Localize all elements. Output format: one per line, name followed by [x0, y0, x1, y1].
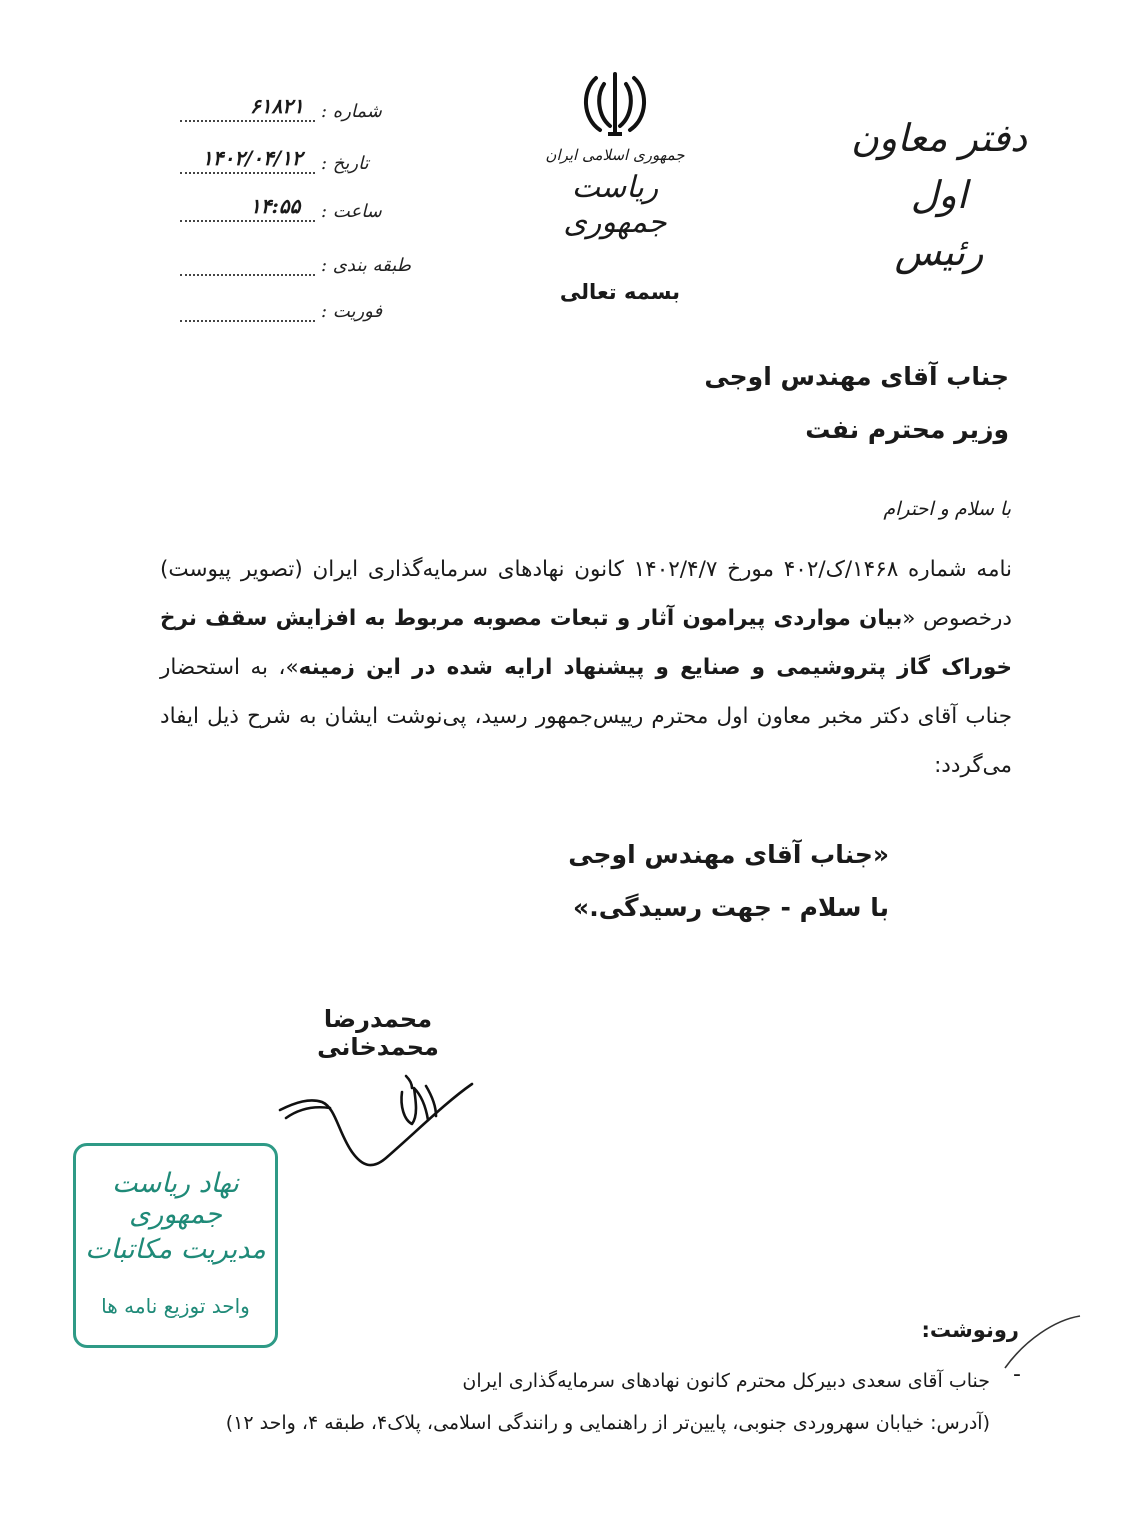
body-paragraph	[160, 545, 1012, 790]
emblem-title: ریاست جمهوری	[563, 170, 667, 240]
meta-urgency-line	[180, 298, 315, 322]
stamp-line-3: واحد توزیع نامه ها	[101, 1294, 250, 1318]
meta-number-line	[180, 94, 315, 122]
addressee-name: جناب آقای مهندس اوجی	[704, 362, 1009, 391]
meta-time-label: ساعت :	[321, 201, 382, 222]
stamp-line-2: مدیریت مکاتبات	[85, 1234, 266, 1265]
meta-date-line	[180, 146, 315, 174]
distribution-stamp	[73, 1143, 278, 1348]
meta-urgency-label: فوریت :	[321, 301, 383, 322]
signer-name: محمدرضا محمدخانی	[317, 1005, 439, 1061]
quote-line-2: با سلام - جهت رسیدگی.»	[573, 893, 889, 922]
cc-recipient: جناب آقای سعدی دبیرکل محترم کانون نهادهای سرمایه‌گذاری ایران	[462, 1370, 990, 1392]
meta-date-row	[180, 146, 369, 174]
body-part-2: »، به استحضار جناب آقای دکتر مخبر معاون اول محترم رییس‌جمهور رسید، پی‌نوشت ایشان به شرح ذیل ایفاد می‌گردد:	[160, 655, 1012, 778]
iran-emblem-icon	[574, 68, 656, 140]
meta-classification-line	[180, 252, 315, 276]
addressee-title: وزیر محترم نفت	[805, 415, 1009, 444]
meta-number-value: ۶۱۸۲۱	[250, 94, 304, 118]
cc-address: (آدرس: خیابان سهروردی جنوبی، پایین‌تر از راهنمایی و رانندگی اسلامی، پلاک۴، طبقه ۴، واحد ۱۲)	[225, 1412, 990, 1434]
office-line-1: دفتر معاون اول	[850, 116, 1028, 217]
bismillah: بسمه تعالی	[559, 280, 681, 304]
meta-time-row	[180, 194, 382, 222]
cc-dash: -	[1013, 1362, 1021, 1387]
meta-date-value: ۱۴۰۲/۰۴/۱۲	[202, 146, 303, 170]
meta-time-line	[180, 194, 315, 222]
body-bold-subject: بیان مواردی پیرامون آثار و تبعات مصوبه مربوط به افزایش سقف نرخ خوراک گاز پتروشیمی و صنایع و پیشنهاد ارایه شده در این زمینه	[160, 606, 1012, 680]
meta-time-value: ۱۴:۵۵	[250, 194, 301, 218]
signature-icon	[276, 1062, 486, 1182]
emblem-subtitle: جمهوری اسلامی ایران	[545, 146, 685, 164]
meta-number-row	[180, 94, 382, 122]
stamp-line-1: نهاد ریاست جمهوری	[112, 1168, 239, 1230]
meta-number-label: شماره :	[321, 101, 382, 122]
body-part-1: نامه شماره ۱۴۶۸/ک/۴۰۲ مورخ ۱۴۰۲/۴/۷ کانون نهادهای سرمایه‌گذاری ایران (تصویر پیوست) درخصوص «	[160, 557, 1012, 631]
salutation: با سلام و احترام	[883, 498, 1011, 520]
office-line-2: رئیس	[894, 230, 984, 274]
cc-title: رونوشت:	[921, 1318, 1019, 1342]
meta-urgency-row	[180, 298, 382, 322]
meta-classification-row	[180, 252, 411, 276]
quote-line-1: «جناب آقای مهندس اوجی	[568, 840, 889, 869]
cc-body	[160, 1360, 990, 1444]
meta-date-label: تاریخ :	[321, 153, 369, 174]
meta-classification-label: طبقه بندی :	[321, 255, 411, 276]
office-heading	[829, 110, 1049, 281]
